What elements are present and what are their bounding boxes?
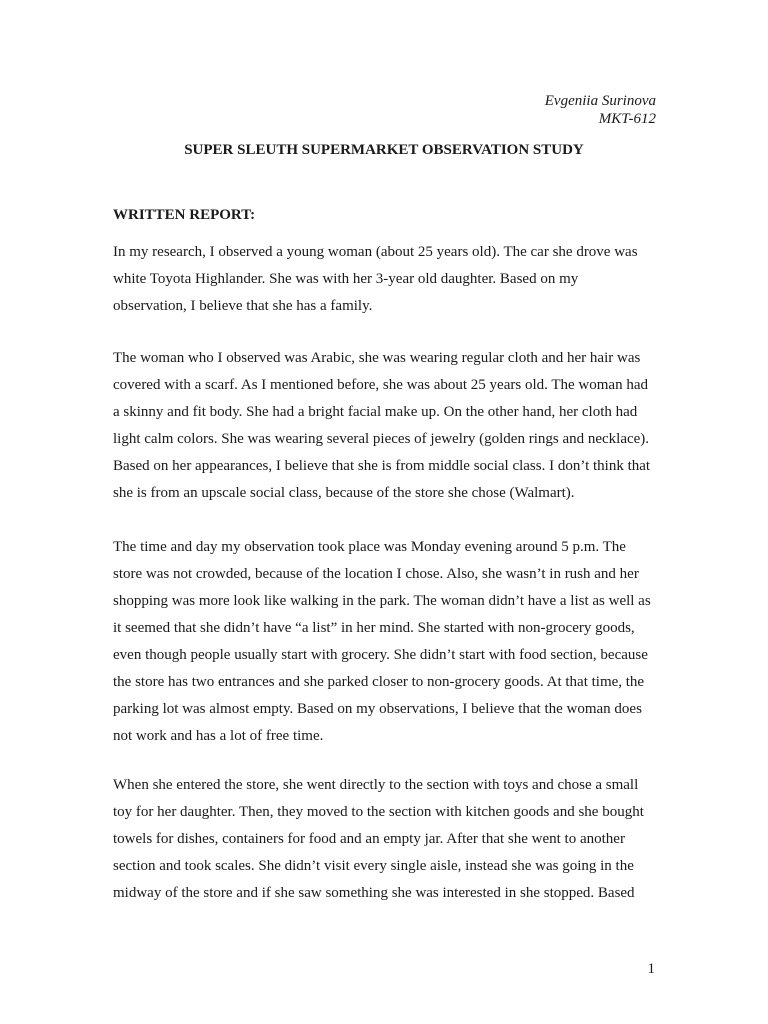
- text-line: store was not crowded, because of the location I chose. Also, she wasn’t in rush and her: [113, 566, 639, 582]
- text-line: a skinny and fit body. She had a bright facial make up. On the other hand, her cloth had: [113, 404, 638, 420]
- text-line: Based on her appearances, I believe that she is from middle social class. I don’t think that: [113, 458, 651, 474]
- text-line: parking lot was almost empty. Based on my observations, I believe that the woman does: [113, 701, 642, 717]
- text-line: In my research, I observed a young woman (about 25 years old). The car she drove was: [113, 244, 638, 260]
- paragraph-2: [113, 345, 650, 507]
- section-heading: WRITTEN REPORT:: [113, 207, 256, 223]
- text-line: midway of the store and if she saw something she was interested in she stopped. Based: [113, 885, 635, 901]
- paragraph-3: [113, 534, 651, 750]
- text-line: When she entered the store, she went directly to the section with toys and chose a small: [113, 777, 639, 793]
- author-name: Evgeniia Surinova: [544, 93, 656, 109]
- course-code: MKT-612: [598, 111, 656, 127]
- text-line: she is from an upscale social class, because of the store she chose (Walmart).: [113, 485, 575, 501]
- text-line: the store has two entrances and she parked closer to non-grocery goods. At that time, the: [113, 674, 645, 690]
- text-line: even though people usually start with grocery. She didn’t start with food section, because: [113, 647, 648, 663]
- text-line: light calm colors. She was wearing several pieces of jewelry (golden rings and necklace).: [113, 431, 650, 447]
- text-line: shopping was more look like walking in the park. The woman didn’t have a list as well as: [113, 593, 651, 609]
- author-block: [545, 92, 656, 128]
- paragraph-1: [113, 239, 638, 320]
- text-line: section and took scales. She didn’t visit every single aisle, instead she was going in the: [113, 858, 634, 874]
- text-line: The time and day my observation took place was Monday evening around 5 p.m. The: [113, 539, 626, 555]
- text-line: it seemed that she didn’t have “a list” in her mind. She started with non-grocery goods,: [113, 620, 635, 636]
- text-line: toy for her daughter. Then, they moved to the section with kitchen goods and she bought: [113, 804, 644, 820]
- text-line: white Toyota Highlander. She was with her 3-year old daughter. Based on my: [113, 271, 579, 287]
- text-line: not work and has a lot of free time.: [113, 728, 324, 744]
- paragraph-4: [113, 772, 644, 907]
- text-line: covered with a scarf. As I mentioned before, she was about 25 years old. The woman had: [113, 377, 648, 393]
- text-line: observation, I believe that she has a family.: [113, 298, 373, 314]
- text-line: towels for dishes, containers for food and an empty jar. After that she went to another: [113, 831, 625, 847]
- page-number: 1: [647, 961, 655, 977]
- document-title: SUPER SLEUTH SUPERMARKET OBSERVATION STUDY: [184, 142, 584, 158]
- text-line: The woman who I observed was Arabic, she was wearing regular cloth and her hair was: [113, 350, 641, 366]
